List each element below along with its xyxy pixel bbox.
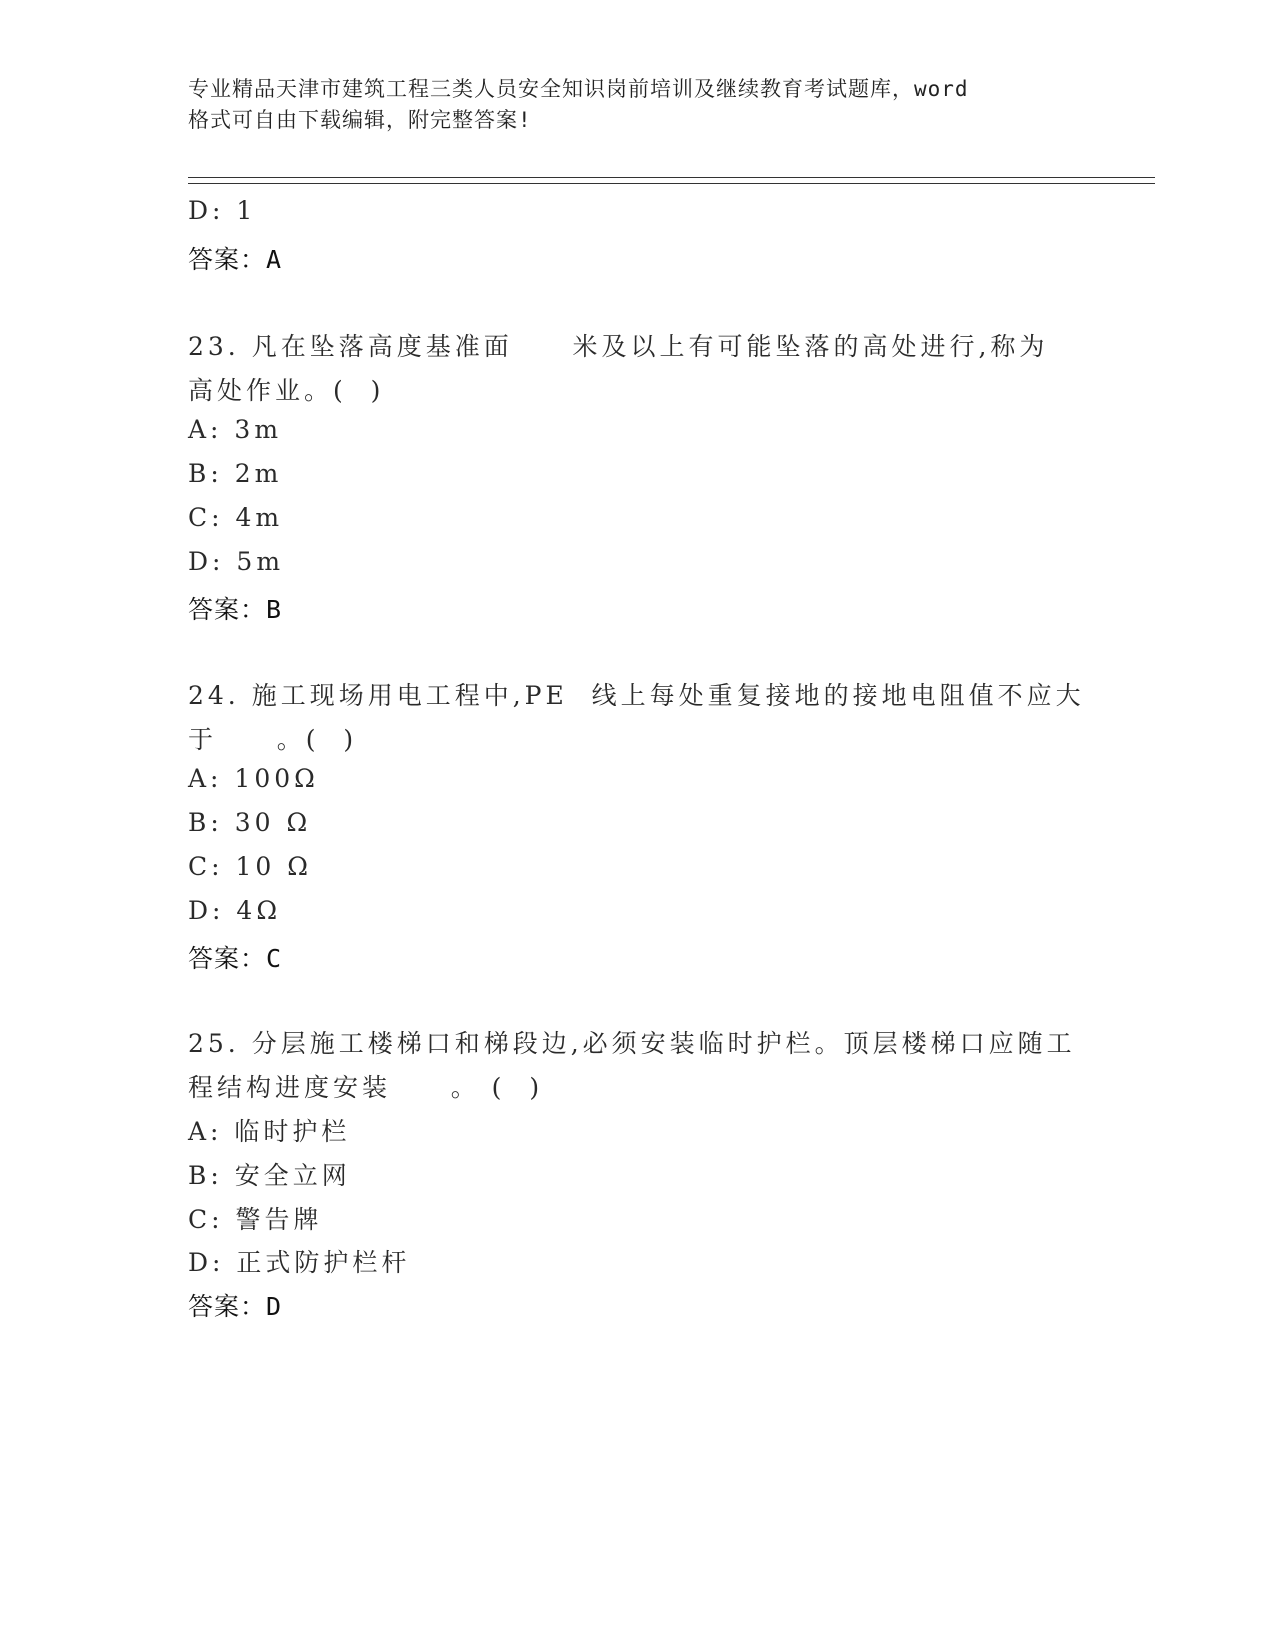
q25-option-c: C: 警告牌: [188, 1205, 323, 1234]
answer-value: B: [266, 595, 283, 624]
q23-option-c: C: 4m: [188, 503, 284, 532]
answer-value: C: [266, 944, 283, 973]
q25-stem-line-1: 25. 分层施工楼梯口和梯段边,必须安装临时护栏。顶层楼梯口应随工: [188, 1029, 1076, 1058]
prev-option-d: D: 1: [188, 196, 257, 225]
q23-option-b: B: 2m: [188, 459, 283, 488]
q24-answer: [188, 939, 282, 975]
q23-stem-line-1: 23. 凡在坠落高度基准面 米及以上有可能坠落的高处进行,称为: [188, 332, 1049, 361]
header-line-1: 专业精品天津市建筑工程三类人员安全知识岗前培训及继续教育考试题库，word: [188, 77, 969, 101]
answer-label: 答案：: [188, 245, 267, 274]
answer-label: 答案：: [188, 595, 267, 624]
answer-value: A: [266, 245, 283, 274]
q24-option-b: B: 30 Ω: [188, 808, 312, 837]
q23-stem-line-2: 高处作业。( ): [188, 376, 385, 405]
q24-option-c: C: 10 Ω: [188, 852, 312, 881]
q23-option-d: D: 5m: [188, 547, 285, 576]
page-header: [188, 74, 1068, 136]
q24-stem-line-2: 于 。( ): [188, 725, 358, 754]
answer-value: D: [266, 1292, 283, 1321]
q25-stem-line-2: 程结构进度安装 。 ( ): [188, 1073, 544, 1102]
header-divider-bottom: [188, 183, 1155, 184]
q25-option-d: D: 正式防护栏杆: [188, 1248, 411, 1277]
q23-answer: [188, 590, 282, 626]
q23-option-a: A: 3m: [188, 415, 283, 444]
prev-answer: [188, 240, 282, 276]
q25-option-b: B: 安全立网: [188, 1161, 351, 1190]
header-line-2: 格式可自由下载编辑，附完整答案!: [188, 108, 532, 132]
header-divider-top: [188, 177, 1155, 178]
q24-option-a: A: 100Ω: [188, 764, 319, 793]
q24-option-d: D: 4Ω: [188, 896, 282, 925]
q24-stem-line-1: 24. 施工现场用电工程中,PE 线上每处重复接地的接地电阻值不应大: [188, 681, 1085, 710]
answer-label: 答案：: [188, 1292, 267, 1321]
q25-answer: [188, 1287, 282, 1323]
answer-label: 答案：: [188, 944, 267, 973]
q25-option-a: A: 临时护栏: [188, 1117, 351, 1146]
